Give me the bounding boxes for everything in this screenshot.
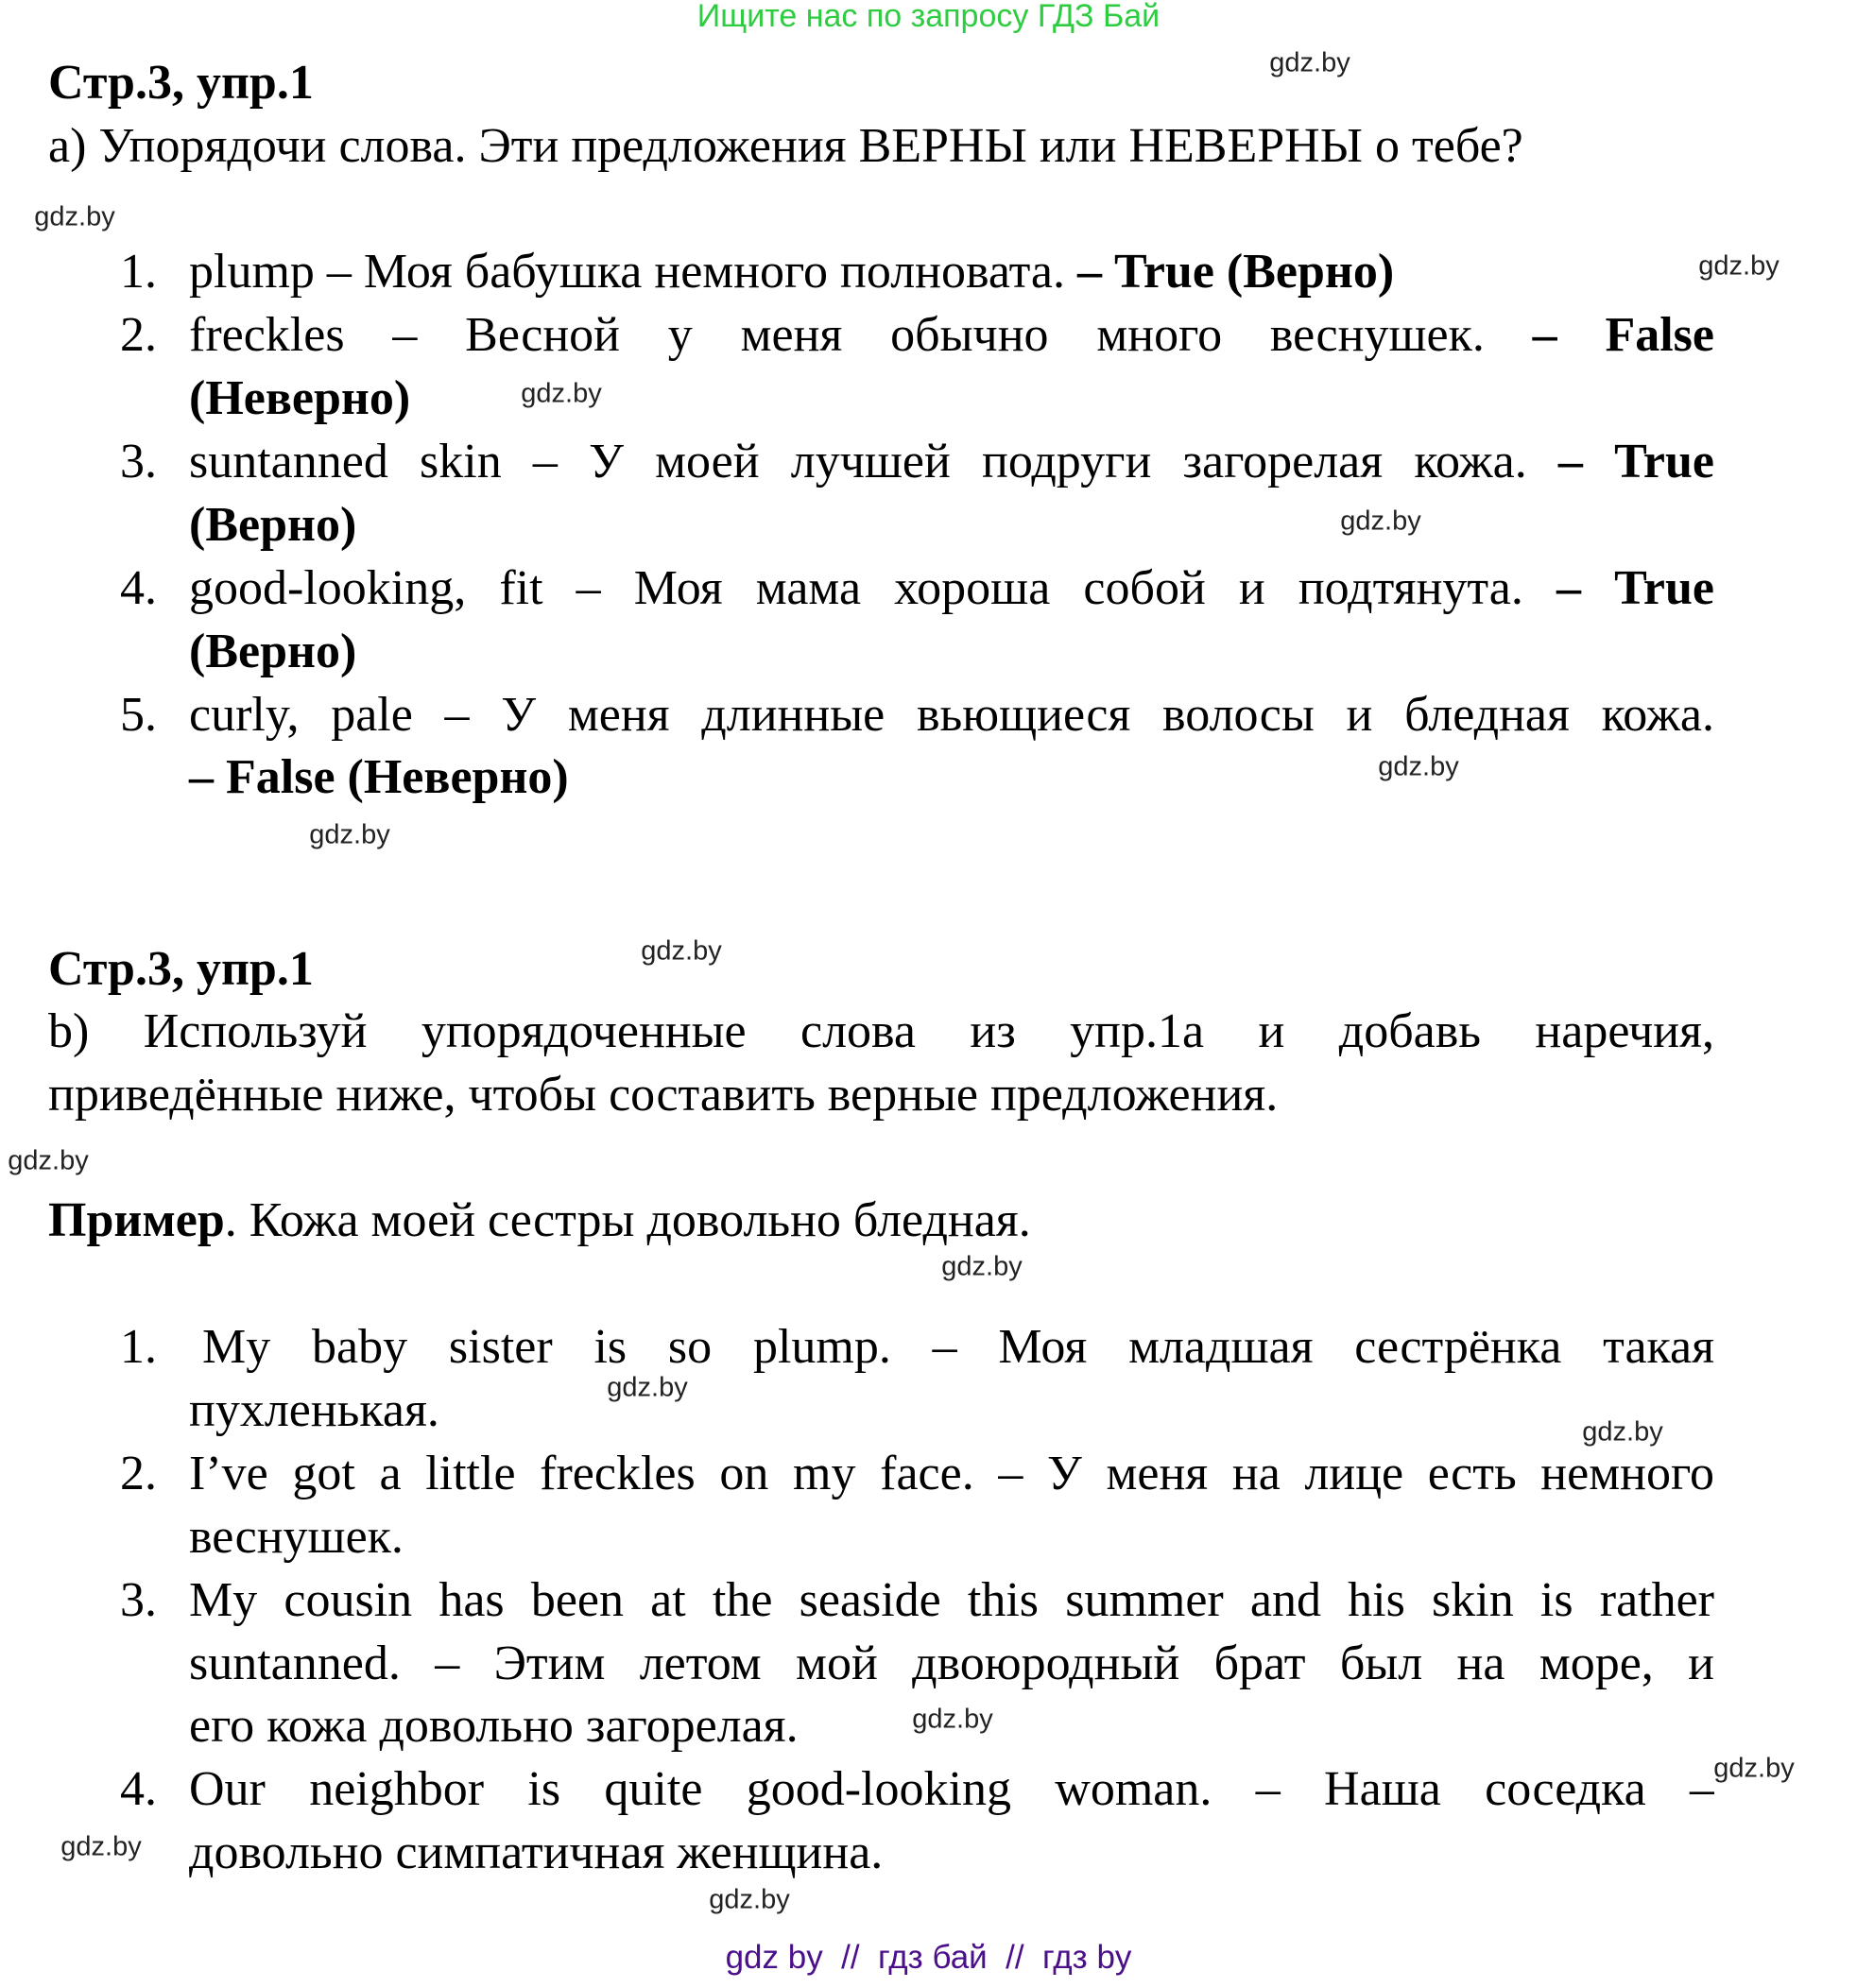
item-number: 2. xyxy=(120,1447,157,1500)
item-text: good-looking, fit – Моя мама хороша собой и подтянута. xyxy=(189,561,1523,615)
text-line xyxy=(189,493,356,557)
item-number: 2. xyxy=(120,308,157,362)
item-answer: – True (Верно) xyxy=(1077,245,1395,299)
watermark: gdz.by xyxy=(1713,1753,1795,1784)
item-text: My cousin has been at the seaside this summer and his skin is rather xyxy=(189,1573,1714,1627)
item-text: Our neighbor is quite good-looking woman. – Наша соседка – xyxy=(189,1762,1714,1816)
list-item xyxy=(189,430,1714,493)
search-hint-header: Ищите нас по запросу ГДЗ Бай xyxy=(696,0,1161,34)
item-answer-cont: (Верно) xyxy=(189,625,357,678)
section-b-title: Стр.3, упр.1 xyxy=(48,942,314,996)
watermark: gdz.by xyxy=(309,819,390,850)
item-answer: – False (Неверно) xyxy=(189,750,569,804)
watermark: gdz.by xyxy=(709,1884,790,1915)
item-answer-cont: (Неверно) xyxy=(189,371,411,425)
item-text: My baby sister is so plump. – Моя младшая сестрёнка такая xyxy=(202,1320,1714,1374)
footer-links: gdz by // гдз бай // гдз by xyxy=(725,1939,1132,1976)
item-text: plump – Моя бабушка немного полновата. xyxy=(189,245,1066,299)
item-text: довольно симпатичная женщина. xyxy=(189,1825,884,1879)
section-b-task-cont: приведённые ниже, чтобы составить верные предложения. xyxy=(48,1068,1279,1122)
item-number: 3. xyxy=(120,1573,157,1627)
watermark: gdz.by xyxy=(912,1704,993,1735)
example-label: Пример xyxy=(48,1193,225,1247)
watermark: gdz.by xyxy=(1269,47,1350,78)
watermark: gdz.by xyxy=(521,378,602,409)
item-text: пухленькая. xyxy=(189,1383,439,1437)
watermark: gdz.by xyxy=(941,1251,1023,1282)
watermark: gdz.by xyxy=(1698,250,1780,282)
item-number: 1. xyxy=(120,245,157,299)
item-text: I’ve got a little freckles on my face. – У меня на лице есть немного xyxy=(189,1447,1714,1500)
list-item xyxy=(189,303,1714,367)
watermark: gdz.by xyxy=(641,935,722,967)
item-number: 4. xyxy=(120,561,157,615)
text-line xyxy=(189,620,356,683)
item-answer: – True xyxy=(1556,561,1714,615)
item-number: 4. xyxy=(120,1762,157,1816)
watermark: gdz.by xyxy=(60,1831,142,1862)
example xyxy=(48,1189,1031,1252)
item-answer: – True xyxy=(1557,435,1714,488)
list-item xyxy=(189,557,1714,620)
section-a-task: a) Упорядочи слова. Эти предложения ВЕРНЫ или НЕВЕРНЫ о тебе? xyxy=(48,119,1523,173)
watermark: gdz.by xyxy=(34,201,115,232)
item-text: suntanned skin – У моей лучшей подруги загорелая кожа. xyxy=(189,435,1527,488)
section-a-title: Стр.3, упр.1 xyxy=(48,56,314,110)
item-text: curly, pale – У меня длинные вьющиеся волосы и бледная кожа. xyxy=(189,688,1714,742)
item-answer-cont: (Верно) xyxy=(189,498,357,552)
watermark: gdz.by xyxy=(1378,751,1459,782)
example-text: . Кожа моей сестры довольно бледная. xyxy=(224,1193,1031,1247)
list-item xyxy=(189,240,1394,303)
text-line xyxy=(189,746,569,809)
text-line xyxy=(189,367,410,430)
watermark: gdz.by xyxy=(1340,506,1421,537)
section-b-task: b) Используй упорядоченные слова из упр.1a и добавь наречия, xyxy=(48,1004,1714,1058)
watermark: gdz.by xyxy=(607,1372,688,1403)
watermark: gdz.by xyxy=(1582,1416,1663,1448)
watermark: gdz.by xyxy=(8,1145,89,1176)
item-number: 3. xyxy=(120,435,157,488)
item-number: 5. xyxy=(120,688,157,742)
item-text: freckles – Весной у меня обычно много веснушек. xyxy=(189,308,1485,362)
item-text: веснушек. xyxy=(189,1510,404,1564)
item-text: suntanned. – Этим летом мой двоюродный брат был на море, и xyxy=(189,1637,1714,1690)
item-number: 1. xyxy=(120,1320,157,1374)
item-text: его кожа довольно загорелая. xyxy=(189,1699,799,1753)
item-answer: – False xyxy=(1532,308,1714,362)
